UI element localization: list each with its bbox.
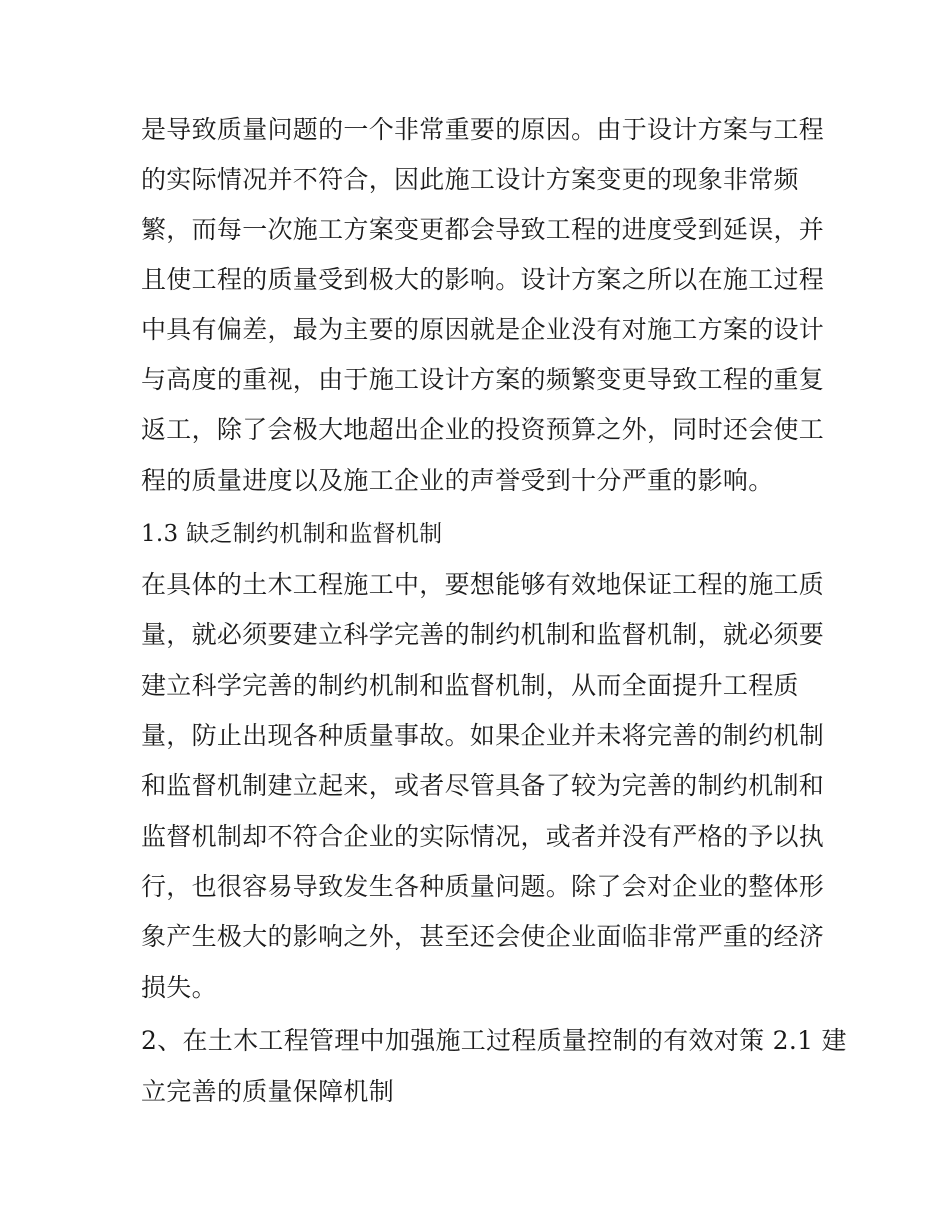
paragraph-line: 返工，除了会极大地超出企业的投资预算之外，同时还会使工 (141, 415, 825, 444)
paragraph-line: 建立科学完善的制约机制和监督机制，从而全面提升工程质 (141, 671, 799, 700)
paragraph-line: 行，也很容易导致发生各种质量问题。除了会对企业的整体形 (141, 872, 825, 901)
paragraph-line: 监督机制却不符合企业的实际情况，或者并没有严格的予以执 (141, 822, 825, 851)
paragraph-line: 量，就必须要建立科学完善的制约机制和监督机制，就必须要 (141, 620, 825, 649)
section-heading: 1.3 缺乏制约机制和监督机制 (141, 521, 443, 547)
paragraph-line: 中具有偏差，最为主要的原因就是企业没有对施工方案的设计 (141, 315, 825, 344)
paragraph-line: 量，防止出现各种质量事故。如果企业并未将完善的制约机制 (141, 721, 825, 750)
paragraph-line: 程的质量进度以及施工企业的声誉受到十分严重的影响。 (141, 466, 774, 495)
paragraph-line: 是导致质量问题的一个非常重要的原因。由于设计方案与工程 (141, 115, 825, 144)
paragraph-line: 象产生极大的影响之外，甚至还会使企业面临非常严重的经济 (141, 922, 825, 951)
section-heading-line: 2、在土木工程管理中加强施工过程质量控制的有效对策 2.1 建 (141, 1026, 847, 1055)
section-heading-line: 立完善的质量保障机制 (141, 1077, 395, 1106)
paragraph-line: 损失。 (141, 973, 217, 1002)
paragraph-line: 和监督机制建立起来，或者尽管具备了较为完善的制约机制和 (141, 771, 825, 800)
paragraph-line: 与高度的重视，由于施工设计方案的频繁变更导致工程的重复 (141, 365, 825, 394)
paragraph-line: 的实际情况并不符合，因此施工设计方案变更的现象非常频 (141, 165, 799, 194)
paragraph-line: 且使工程的质量受到极大的影响。设计方案之所以在施工过程 (141, 265, 825, 294)
paragraph-line: 在具体的土木工程施工中，要想能够有效地保证工程的施工质 (141, 570, 825, 599)
paragraph-line: 繁，而每一次施工方案变更都会导致工程的进度受到延误，并 (141, 215, 825, 244)
